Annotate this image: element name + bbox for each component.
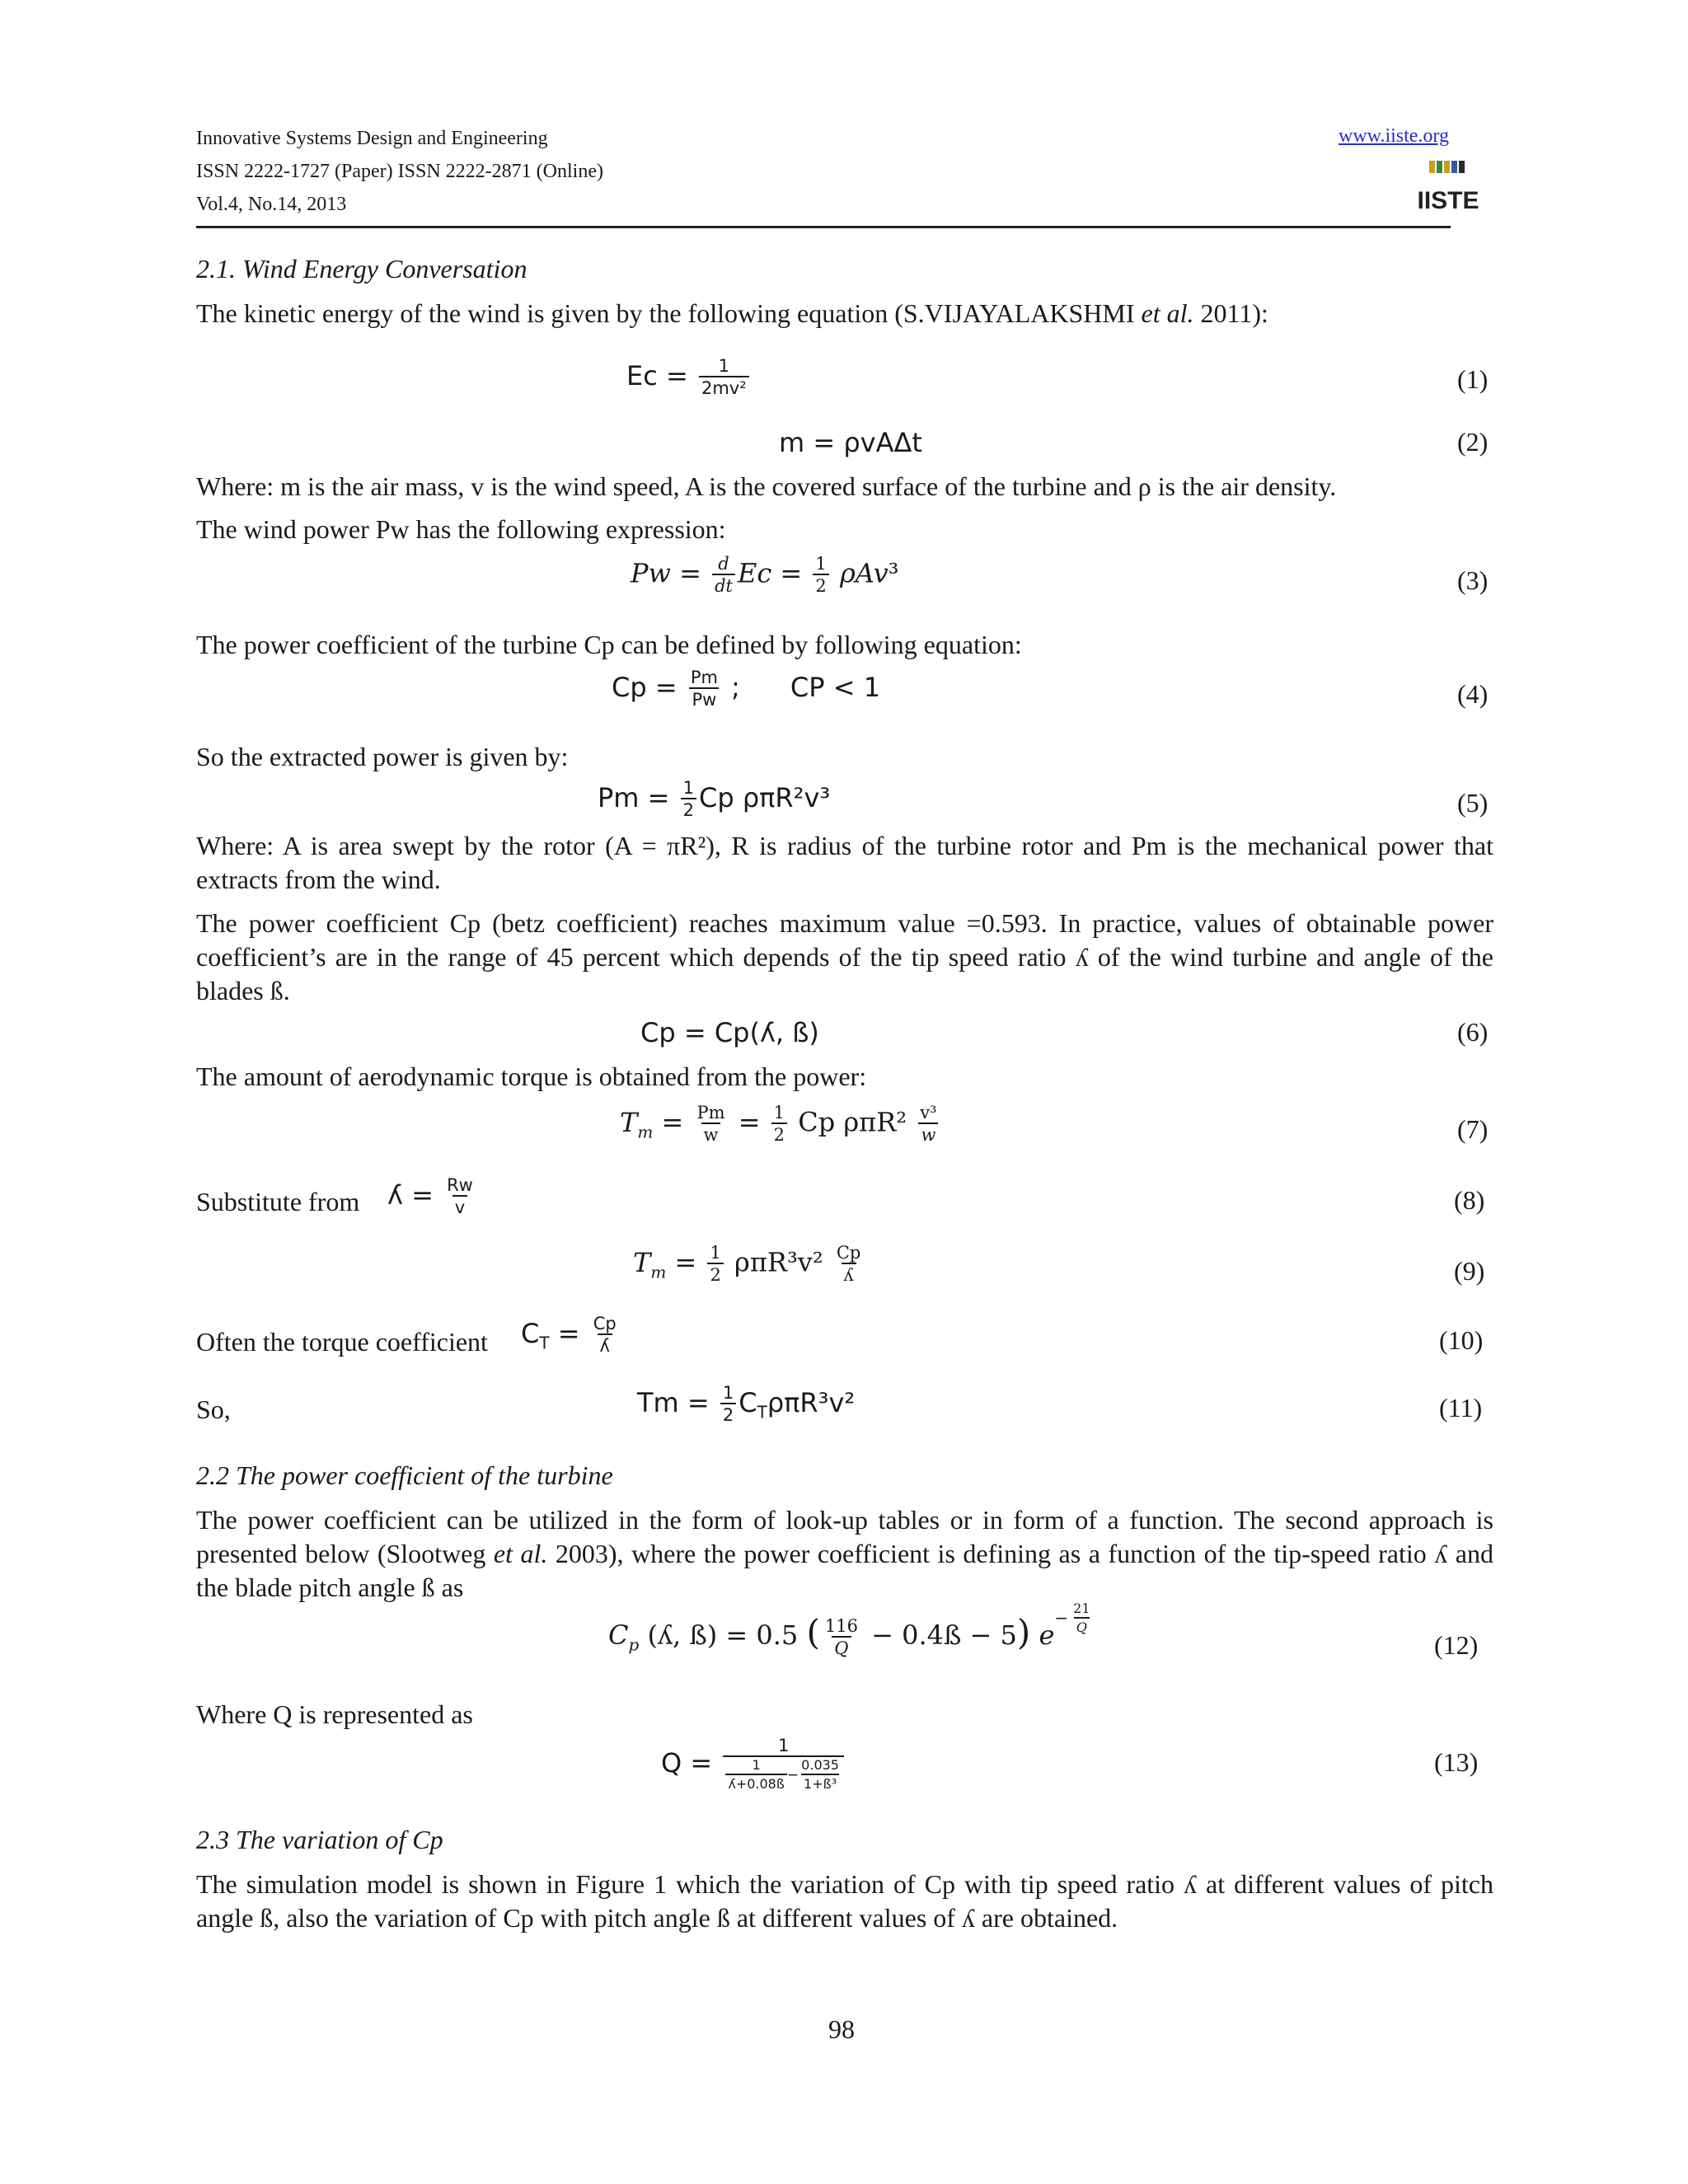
- paragraph-betz: The power coefficient Cp (betz coefficient) reaches maximum value =0.593. In practice, values of obtainable power coefficient’s are in the range of 45 percent which depends of the tip speed ratio ʎ of the wind turbine and angle of the blades ß.: [196, 908, 1493, 1005]
- label-substitute: Substitute from: [196, 1187, 360, 1216]
- label-so: So,: [196, 1394, 231, 1424]
- section-title-2-2: 2.2 The power coefficient of the turbine: [196, 1460, 613, 1490]
- paragraph-power-coefficient: The power coefficient of the turbine Cp can be defined by following equation:: [196, 630, 1022, 659]
- iiste-logo: [1417, 159, 1479, 217]
- equation-number-2: (2): [1457, 427, 1489, 457]
- equation-number-5: (5): [1457, 788, 1489, 818]
- journal-url-link[interactable]: www.iiste.org: [1339, 125, 1449, 147]
- equation-number-10: (10): [1439, 1325, 1484, 1355]
- paragraph-power-function: The power coefficient can be utilized in the form of look-up tables or in form of a function. The second approach is presented below (Slootweg et al. 2003), where the power coefficient is defining as a function of the tip-speed ratio ʎ and the blade pitch angle ß as: [196, 1505, 1494, 1602]
- equation-6: Cp = Cp(ʎ, ß): [640, 1017, 819, 1048]
- paragraph-where-1: Where: m is the air mass, v is the wind speed, A is the covered surface of the turbine and ρ is the air density.: [196, 471, 1337, 501]
- equation-number-9: (9): [1454, 1256, 1485, 1286]
- equation-5: Pm = $\frac{1}{2}$ Cp ρπR²v³: [598, 778, 831, 820]
- equation-2: m = ρvAΔt: [779, 427, 922, 458]
- equation-number-3: (3): [1457, 565, 1489, 595]
- volume-line: Vol.4, No.14, 2013: [196, 194, 347, 215]
- equation-3: Pw = $\frac{d}{dt}$ Ec = $\frac{1}{2}$ ρAv³: [631, 554, 899, 596]
- label-torque-coefficient: Often the torque coefficient: [196, 1327, 488, 1357]
- paragraph-kinetic-energy: The kinetic energy of the wind is given by the following equation (S.VIJAYALAKSHMI et al. 2011):: [196, 298, 1268, 328]
- header-rule: [196, 226, 1451, 228]
- paragraph-wind-power: The wind power Pw has the following expression:: [196, 514, 726, 544]
- equation-number-4: (4): [1457, 679, 1489, 709]
- equation-9: $T_m$ = $\frac{1}{2}$ ρπR³v² $\frac{Cp}{\text{ʎ}}$: [633, 1243, 861, 1285]
- equation-8: ʎ = $\frac{Rw}{v}$: [387, 1175, 473, 1217]
- issn-line: ISSN 2222-1727 (Paper) ISSN 2222-2871 (Online): [196, 161, 603, 182]
- paragraph-extracted-power: So the extracted power is given by:: [196, 742, 569, 771]
- equation-11: Tm = $\frac{1}{2}$ $C_T\rho\pi R^3v^2$: [637, 1383, 856, 1425]
- equation-number-11: (11): [1439, 1393, 1483, 1422]
- label-where-q: Where Q is represented as: [196, 1699, 473, 1729]
- journal-title: Innovative Systems Design and Engineering: [196, 128, 548, 149]
- equation-number-7: (7): [1457, 1114, 1489, 1144]
- svg-text:IISTE: IISTE: [1417, 187, 1479, 214]
- equation-10: $C_T$ = $\frac{Cp}{\text{ʎ}}$: [521, 1314, 617, 1356]
- equation-number-8: (8): [1454, 1185, 1485, 1215]
- paragraph-where-2: Where: A is area swept by the rotor (A = πR²), R is radius of the turbine rotor and Pm is the mechanical power that extracts from the wind.: [196, 831, 1493, 894]
- equation-number-12: (12): [1434, 1630, 1479, 1660]
- equation-number-13: (13): [1434, 1747, 1479, 1777]
- equation-7: $T_m$ = $\frac{Pm}{w}$ = $\frac{1}{2}$ Cp ρπR² $\frac{\text{v³}}{w}$: [620, 1103, 937, 1145]
- section-title-2-1: 2.1. Wind Energy Conversation: [196, 254, 528, 284]
- equation-number-1: (1): [1457, 364, 1489, 394]
- section-title-2-3: 2.3 The variation of Cp: [196, 1825, 443, 1854]
- paragraph-variation-cp: The simulation model is shown in Figure 1 which the variation of Cp with tip speed ratio ʎ at different values of pitch angle ß, also the variation of Cp with pitch angle ß at different values of ʎ are obtained.: [196, 1869, 1493, 1933]
- paragraph-torque: The amount of aerodynamic torque is obtained from the power:: [196, 1062, 867, 1091]
- equation-4: Cp = $\frac{Pm}{Pw}$ ; CP < 1: [612, 668, 881, 710]
- page-number: 98: [828, 2014, 855, 2044]
- equation-13: Q = 1 $\frac{1}{\text{ʎ+0.08ß}}$ − $\frac{0.035}{\text{1+ß³}}$: [661, 1736, 846, 1793]
- equation-12: $C_p$ (ʎ, ß) = 0.5 ( $\frac{116}{Q}$ − 0.4ß − 5) $e^{- \frac{21}{Q}}$: [608, 1601, 1090, 1658]
- equation-number-6: (6): [1457, 1017, 1489, 1047]
- equation-1: Ec = $\frac{1}{\text{2mv²}}$: [626, 356, 752, 399]
